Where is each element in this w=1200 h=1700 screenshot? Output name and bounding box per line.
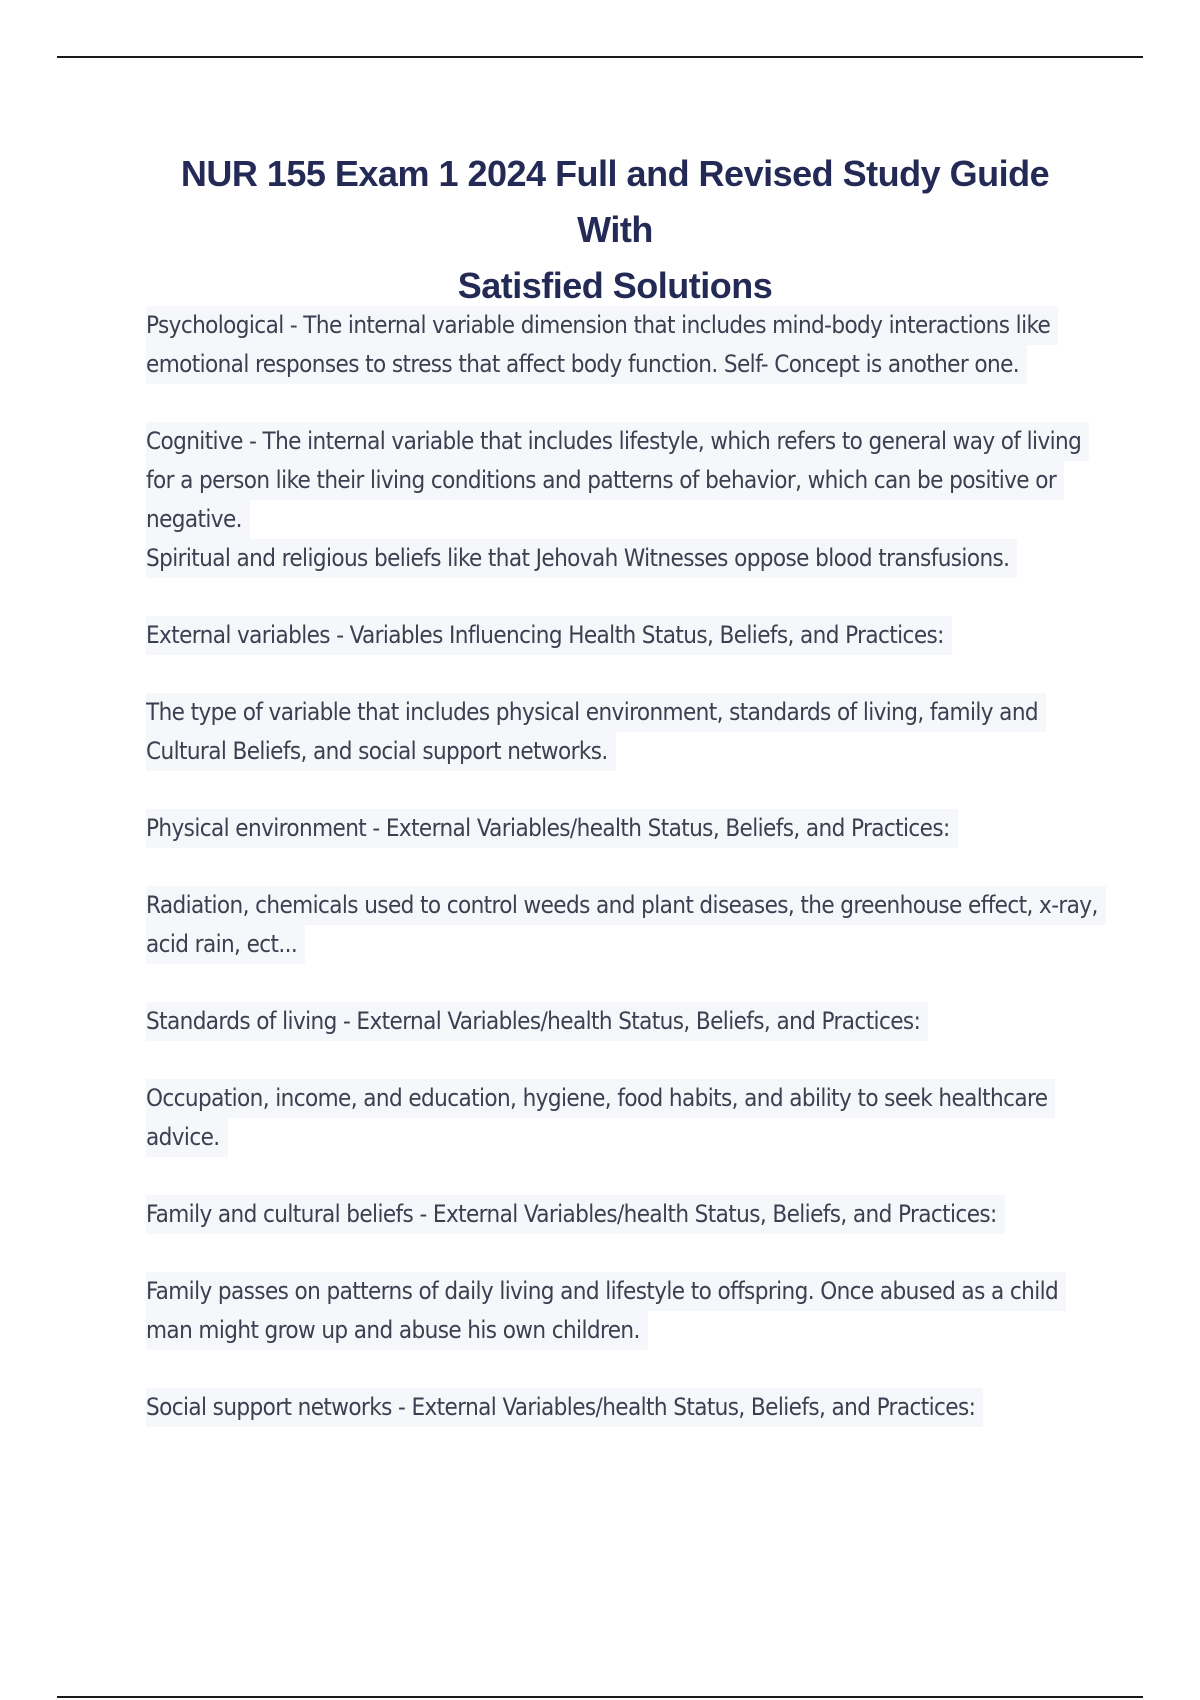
title-line-1: NUR 155 Exam 1 2024 Full and Revised Study Guide With — [180, 153, 1050, 250]
text-line: Occupation, income, and education, hygiene, food habits, and ability to seek healthcare — [146, 1079, 1055, 1118]
study-guide-content — [146, 306, 1096, 1427]
text-line: Radiation, chemicals used to control weeds and plant diseases, the greenhouse effect, x-ray, — [146, 886, 1106, 925]
top-rule — [57, 56, 1143, 58]
title-line-2: Satisfied Solutions — [457, 265, 773, 306]
paragraph-external-variables — [146, 616, 1096, 655]
text-line: advice. — [146, 1118, 228, 1157]
text-line: Family passes on patterns of daily living and lifestyle to offspring. Once abused as a child — [146, 1272, 1066, 1311]
text-line: The type of variable that includes physical environment, standards of living, family and — [146, 693, 1046, 732]
text-line: emotional responses to stress that affect body function. Self- Concept is another one. — [146, 345, 1027, 384]
paragraph-standards-definition — [146, 1079, 1096, 1157]
text-line: Family and cultural beliefs - External Variables/health Status, Beliefs, and Practices: — [146, 1195, 1005, 1234]
text-line: Physical environment - External Variables/health Status, Beliefs, and Practices: — [146, 809, 958, 848]
text-line: Social support networks - External Variables/health Status, Beliefs, and Practices: — [146, 1388, 983, 1427]
paragraph-family-cultural-beliefs — [146, 1195, 1096, 1234]
paragraph-physical-environment-definition — [146, 886, 1096, 964]
text-line: negative. — [146, 500, 250, 539]
text-line: Cultural Beliefs, and social support networks. — [146, 732, 616, 771]
paragraph-family-definition — [146, 1272, 1096, 1350]
text-line: Cognitive - The internal variable that includes lifestyle, which refers to general way of living — [146, 422, 1089, 461]
paragraph-physical-environment — [146, 809, 1096, 848]
text-line: Psychological - The internal variable dimension that includes mind-body interactions like — [146, 306, 1058, 345]
text-line: Spiritual and religious beliefs like that Jehovah Witnesses oppose blood transfusions. — [146, 539, 1017, 578]
paragraph-cognitive — [146, 422, 1096, 578]
bottom-rule — [57, 1696, 1143, 1698]
text-line: man might grow up and abuse his own children. — [146, 1311, 648, 1350]
paragraph-external-definition — [146, 693, 1096, 771]
text-line: for a person like their living conditions and patterns of behavior, which can be positive or — [146, 461, 1064, 500]
page-title — [150, 146, 1080, 314]
paragraph-standards-of-living — [146, 1002, 1096, 1041]
paragraph-social-support — [146, 1388, 1096, 1427]
text-line: Standards of living - External Variables/health Status, Beliefs, and Practices: — [146, 1002, 928, 1041]
text-line: acid rain, ect... — [146, 925, 305, 964]
paragraph-psychological — [146, 306, 1096, 384]
text-line: External variables - Variables Influencing Health Status, Beliefs, and Practices: — [146, 616, 952, 655]
